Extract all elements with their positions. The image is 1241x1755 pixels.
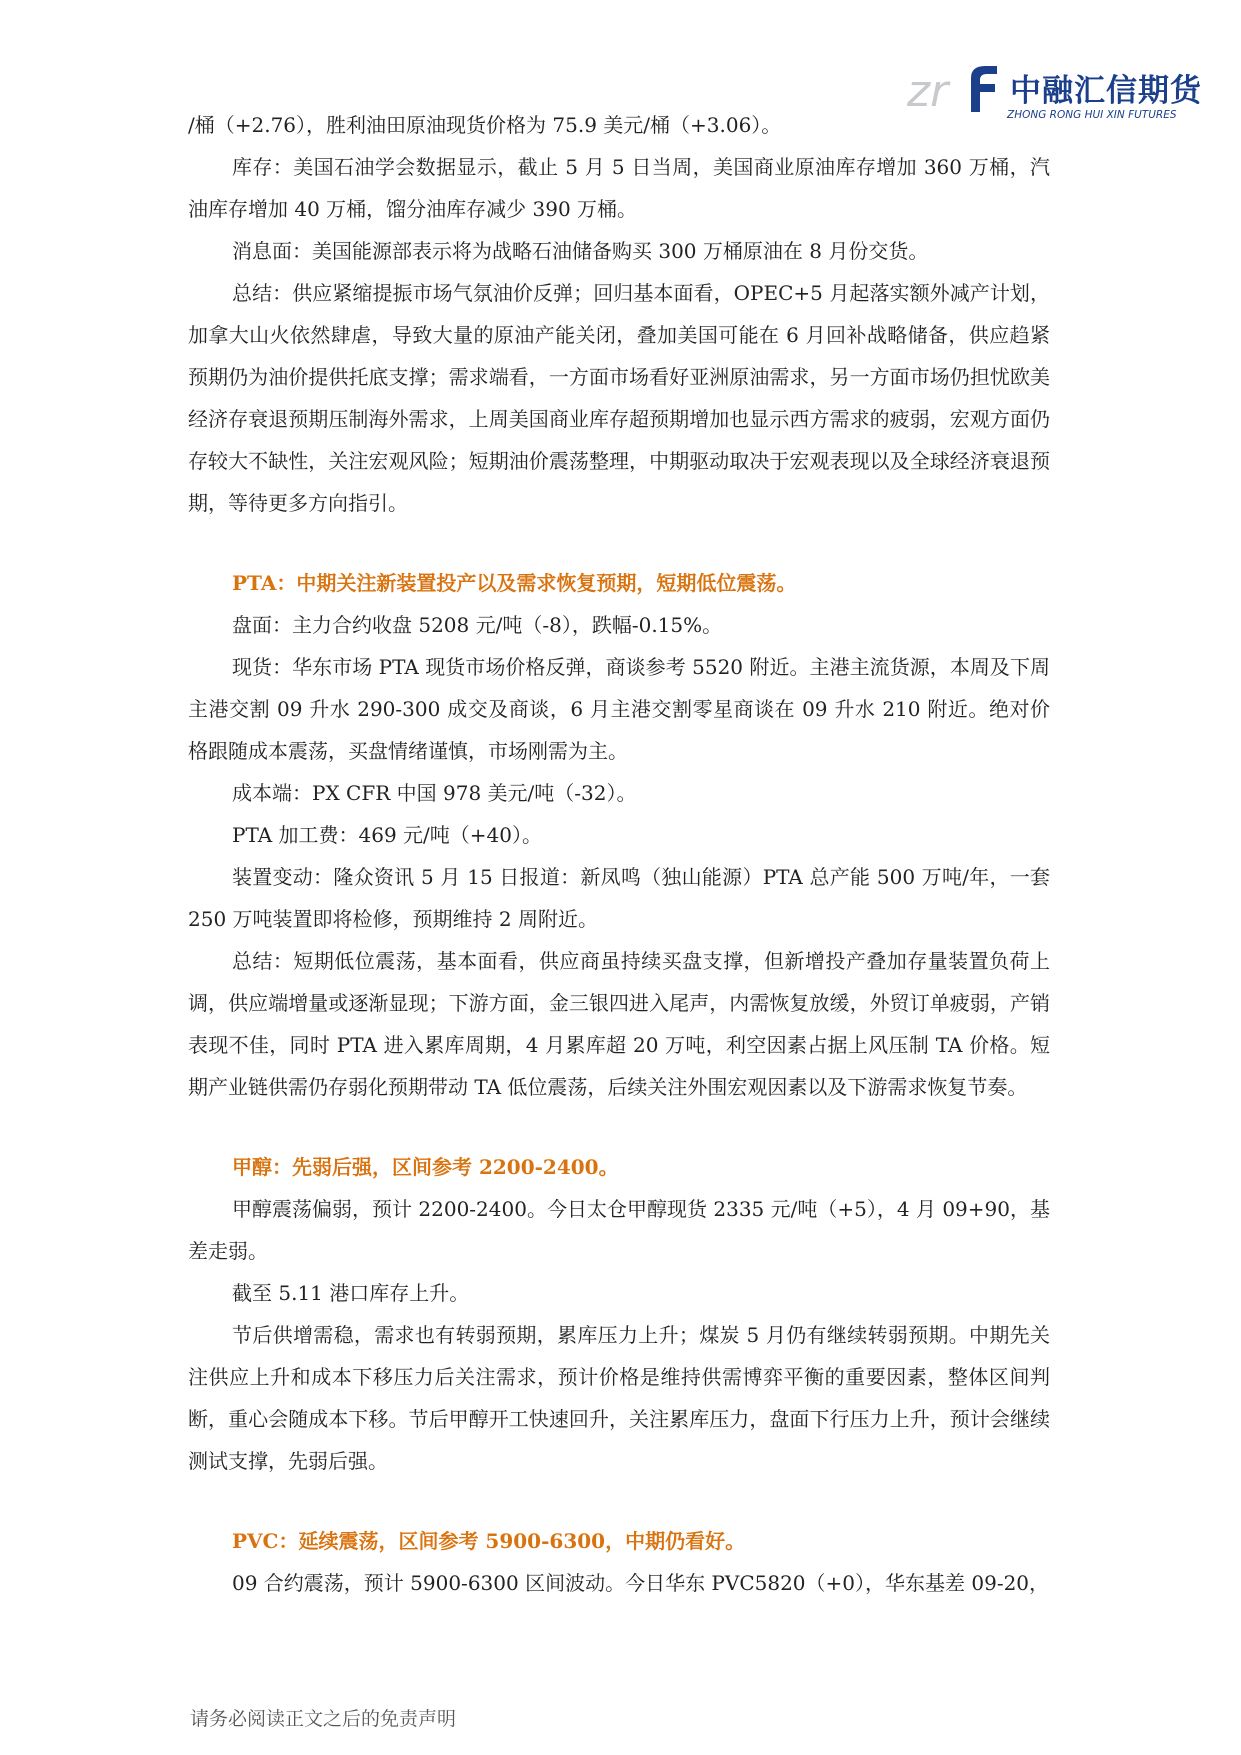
methanol-summary: 节后供增需稳，需求也有转弱预期，累库压力上升；煤炭 5 月仍有继续转弱预期。中期先关注供应上升和成本下移压力后关注需求，预计价格是维持供需博弈平衡的重要因素，整体区间判断，重心会随成本下移。节后甲醇开工快速回升，关注累库压力，盘面下行压力上升，预计会继续测试支撑，先弱后强。 (188, 1323, 1050, 1473)
disclaimer-footer: 请务必阅读正文之后的免责声明 (190, 1708, 457, 1730)
methanol-title: 甲醇：先弱后强，区间参考 2200-2400。 (232, 1155, 619, 1179)
pta-title: PTA：中期关注新装置投产以及需求恢复预期，短期低位震荡。 (232, 571, 797, 595)
logo-text-en: ZHONG RONG HUI XIN FUTURES (1007, 109, 1177, 121)
pta-market: 盘面：主力合约收盘 5208 元/吨（-8），跌幅-0.15%。 (232, 613, 723, 637)
methanol-market: 甲醇震荡偏弱，预计 2200-2400。今日太仓甲醇现货 2335 元/吨（+5），4 月 09+90，基差走弱。 (188, 1197, 1050, 1263)
methanol-inventory: 截至 5.11 港口库存上升。 (232, 1281, 470, 1305)
svg-text:zr: zr (907, 66, 949, 114)
pvc-market: 09 合约震荡，预计 5900-6300 区间波动。今日华东 PVC5820（+0），华东基差 09-20， (232, 1571, 1050, 1595)
crude-summary: 总结：供应紧缩提振市场气氛油价反弹；回归基本面看，OPEC+5 月起落实额外减产计划，加拿大山火依然肆虐，导致大量的原油产能关闭，叠加美国可能在 6 月回补战略储备，供应趋紧预期仍为油价提供托底支撑；需求端看，一方面市场看好亚洲原油需求，另一方面市场仍担忧欧美经济存衰退预期压制海外需求，上周美国商业库存超预期增加也显示西方需求的疲弱，宏观方面仍存较大不缺性，关注宏观风险；短期油价震荡整理，中期驱动取决于宏观表现以及全球经济衰退预期，等待更多方向指引。 (188, 281, 1050, 515)
crude-news: 消息面：美国能源部表示将为战略石油储备购买 300 万桶原油在 8 月份交货。 (232, 239, 929, 263)
pta-plant-changes: 装置变动：隆众资讯 5 月 15 日报道：新凤鸣（独山能源）PTA 总产能 500 万吨/年，一套 250 万吨装置即将检修，预期维持 2 周附近。 (188, 865, 1050, 931)
pvc-section (188, 1520, 1050, 1604)
logo-text-cn: 中融汇信期货 (1010, 73, 1202, 109)
pta-section (188, 562, 1050, 1108)
crude-price-continuation: /桶（+2.76），胜利油田原油现货价格为 75.9 美元/桶（+3.06）。 (188, 113, 782, 137)
pta-cost: 成本端：PX CFR 中国 978 美元/吨（-32）。 (232, 781, 637, 805)
methanol-section (188, 1146, 1050, 1482)
pta-summary: 总结：短期低位震荡，基本面看，供应商虽持续买盘支撑，但新增投产叠加存量装置负荷上调，供应端增量或逐渐显现；下游方面，金三银四进入尾声，内需恢复放缓，外贸订单疲弱，产销表现不佳，同时 PTA 进入累库周期，4 月累库超 20 万吨，利空因素占据上风压制 TA 价格。短期产业链供需仍存弱化预期带动 TA 低位震荡，后续关注外围宏观因素以及下游需求恢复节奏。 (188, 949, 1050, 1099)
pvc-title: PVC：延续震荡，区间参考 5900-6300，中期仍看好。 (232, 1529, 746, 1553)
crude-oil-section (188, 104, 1050, 524)
crude-inventory: 库存：美国石油学会数据显示，截止 5 月 5 日当周，美国商业原油库存增加 360 万桶，汽油库存增加 40 万桶，馏分油库存减少 390 万桶。 (188, 155, 1050, 221)
pta-spot: 现货：华东市场 PTA 现货市场价格反弹，商谈参考 5520 附近。主港主流货源，本周及下周主港交割 09 升水 290-300 成交及商谈，6 月主港交割零星商谈在 09 升水 210 附近。绝对价格跟随成本震荡，买盘情绪谨慎，市场刚需为主。 (188, 655, 1050, 763)
report-body (188, 104, 1050, 1604)
pta-processing-fee: PTA 加工费：469 元/吨（+40）。 (232, 823, 542, 847)
